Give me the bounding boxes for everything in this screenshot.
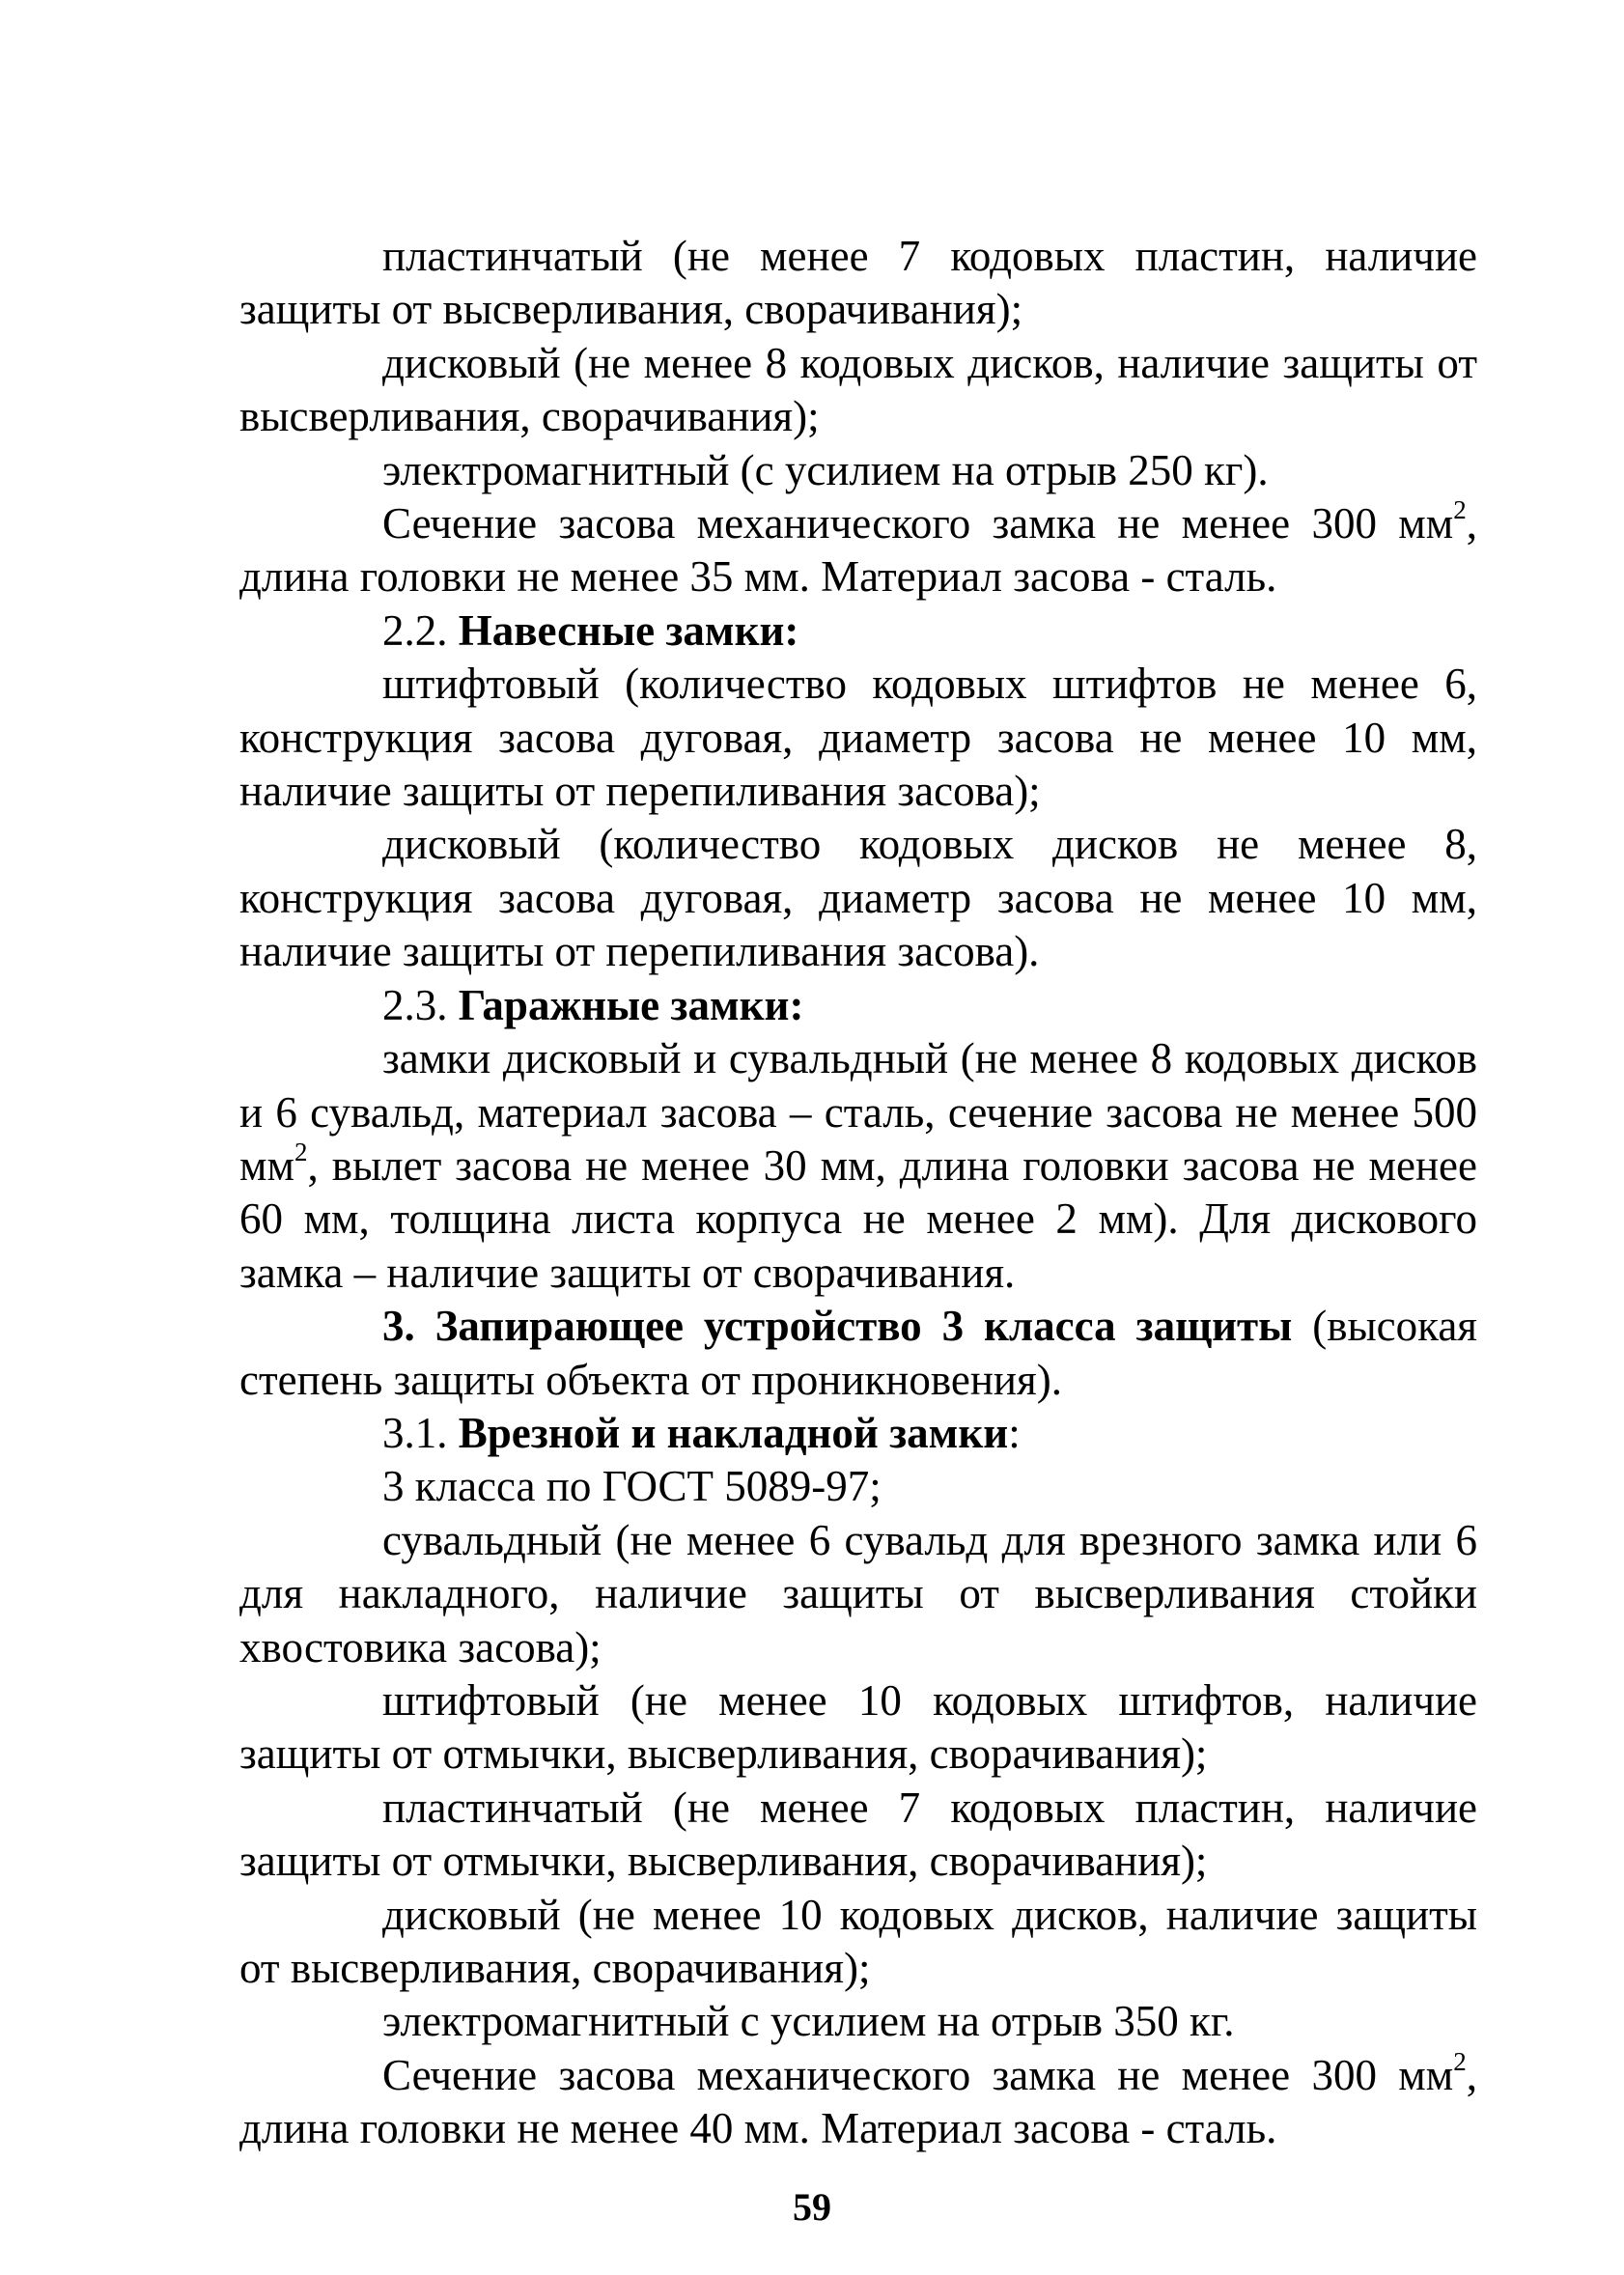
paragraph-text: электромагнитный с усилием на отрыв 350 кг. xyxy=(382,1997,1235,2046)
paragraph-text: дисковый (не менее 10 кодовых дисков, наличие защиты от высверливания, сворачивания); xyxy=(239,1890,1477,1992)
paragraph-text: замки дисковый и сувальдный (не менее 8 кодовых дисков и 6 сувальд, материал засова – сталь, сечение засова не менее 500 мм xyxy=(239,1034,1477,1190)
paragraph-text: 2.2. xyxy=(382,605,459,655)
paragraph xyxy=(239,658,1477,818)
paragraph-text: 3.1. xyxy=(382,1408,459,1457)
superscript: 2 xyxy=(294,1137,308,1166)
paragraph-text: , вылет засова не менее 30 мм, длина головки засова не менее 60 мм, толщина листа корпуса не менее 2 мм). Для дискового замка – наличие защиты от сворачивания. xyxy=(239,1140,1477,1297)
body-text xyxy=(239,230,1477,2156)
paragraph xyxy=(239,230,1477,337)
paragraph xyxy=(239,2046,1477,2156)
paragraph xyxy=(239,1460,1477,1513)
paragraph-text: сувальдный (не менее 6 сувальд для врезного замка или 6 для накладного, наличие защиты от высверливания стойки хвостовика засова); xyxy=(239,1515,1477,1671)
paragraph-text: дисковый (количество кодовых дисков не менее 8, конструкция засова дуговая, диаметр засова не менее 10 мм, наличие защиты от перепиливания засова). xyxy=(239,820,1477,976)
paragraph xyxy=(239,1995,1477,2048)
paragraph xyxy=(239,1674,1477,1782)
paragraph-text: пластинчатый (не менее 7 кодовых пластин, наличие защиты от высверливания, сворачивания); xyxy=(239,232,1477,334)
paragraph-text: штифтовый (не менее 10 кодовых штифтов, наличие защиты от отмычки, высверливания, сворачивания); xyxy=(239,1675,1477,1779)
superscript: 2 xyxy=(1453,494,1467,524)
paragraph-text: пластинчатый (не менее 7 кодовых пластин, наличие защиты от отмычки, высверливания, сворачивания); xyxy=(239,1783,1477,1886)
paragraph-text: , длина головки не менее 40 мм. Материал засова - сталь. xyxy=(239,2050,1477,2153)
paragraph xyxy=(239,1782,1477,1889)
superscript: 2 xyxy=(1453,2046,1467,2076)
paragraph-text: Сечение засова механического замка не менее 300 мм xyxy=(382,499,1454,548)
paragraph-text: дисковый (не менее 8 кодовых дисков, наличие защиты от высверливания, сворачивания); xyxy=(239,338,1477,441)
paragraph xyxy=(239,1032,1477,1300)
paragraph xyxy=(239,337,1477,444)
bold-heading-text: Врезной и накладной замки xyxy=(458,1408,1009,1457)
paragraph-text: 3 класса по ГОСТ 5089-97; xyxy=(382,1462,882,1511)
paragraph xyxy=(239,604,1477,658)
paragraph xyxy=(239,979,1477,1032)
paragraph xyxy=(239,1889,1477,1996)
paragraph-text: штифтовый (количество кодовых штифтов не менее 6, конструкция засова дуговая, диаметр засова не менее 10 мм, наличие защиты от перепиливания засова); xyxy=(239,660,1477,816)
paragraph xyxy=(239,1300,1477,1407)
paragraph xyxy=(239,1407,1477,1460)
paragraph-text: , длина головки не менее 35 мм. Материал засова - сталь. xyxy=(239,499,1477,602)
paragraph xyxy=(239,494,1477,604)
paragraph xyxy=(239,444,1477,497)
paragraph-text: (высокая степень защиты объекта от проникновения). xyxy=(239,1302,1478,1404)
bold-heading-text: Гаражные замки: xyxy=(458,980,804,1029)
paragraph-text: электромагнитный (с усилием на отрыв 250 кг). xyxy=(382,445,1269,494)
bold-heading-text: 3. Запирающее устройство 3 класса защиты xyxy=(382,1302,1293,1351)
paragraph xyxy=(239,818,1477,978)
paragraph-text: Сечение засова механического замка не менее 300 мм xyxy=(382,2050,1454,2099)
bold-heading-text: Навесные замки: xyxy=(458,605,799,655)
page-number: 59 xyxy=(793,2185,831,2229)
paragraph-text: : xyxy=(1008,1408,1021,1457)
paragraph xyxy=(239,1514,1477,1674)
paragraph-text: 2.3. xyxy=(382,980,459,1029)
